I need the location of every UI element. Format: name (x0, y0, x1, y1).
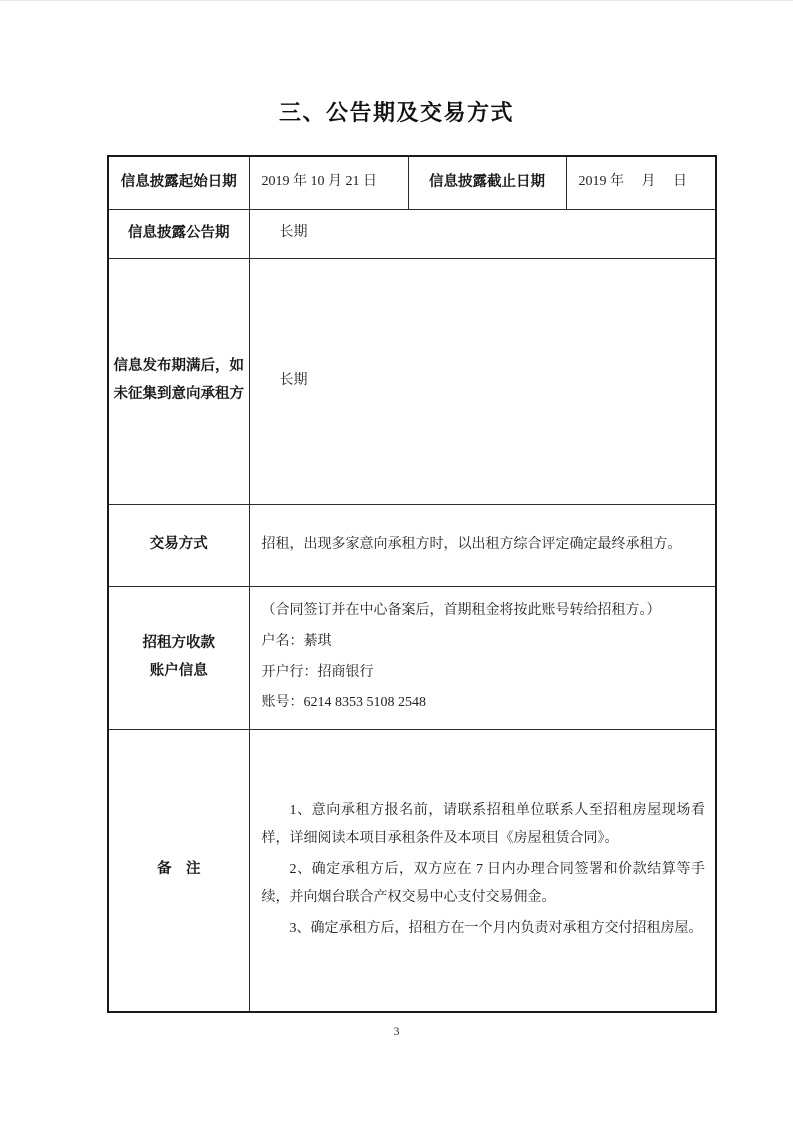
payee-account-value (249, 586, 716, 729)
disclosure-dates-row (108, 156, 716, 209)
payee-account-holder: 户名：綦琪 (261, 633, 332, 649)
disclosure-end-label: 信息披露截止日期 (408, 156, 566, 209)
remarks-row (108, 729, 716, 1012)
after-expiry-label: 信息发布期满后，如未征集到意向承租方 (108, 258, 249, 504)
disclosure-end-value: 2019 年 月 日 (566, 156, 716, 209)
remark-item-2: 2、确定承租方后，双方应在 7 日内办理合同签署和价款结算等手续，并向烟台联合产权交易中心支付交易佣金。 (261, 862, 705, 906)
announcement-period-value: 长期 (249, 209, 716, 258)
remark-item-1: 1、意向承租方报名前，请联系招租单位联系人至招租房屋现场看样，详细阅读本项目承租条件及本项目《房屋租赁合同》。 (261, 803, 705, 847)
remarks-label: 备 注 (108, 729, 249, 1012)
after-expiry-value: 长期 (249, 258, 716, 504)
payee-account-label (108, 586, 249, 729)
payee-account-note: （合同签订并在中心备案后，首期租金将按此账号转给招租方。） (261, 602, 661, 618)
announcement-period-row (108, 209, 716, 258)
remark-item-3: 3、确定承租方后，招租方在一个月内负责对承租方交付招租房屋。 (289, 921, 703, 937)
remarks-value (249, 729, 716, 1012)
transaction-method-row (108, 504, 716, 586)
payee-account-label-line1: 招租方收款 (142, 634, 215, 651)
payee-account-number: 账号：6214 8353 5108 2548 (261, 695, 426, 711)
disclosure-start-label: 信息披露起始日期 (108, 156, 249, 209)
payee-account-row (108, 586, 716, 729)
announcement-period-label: 信息披露公告期 (108, 209, 249, 258)
page-number: 3 (393, 1024, 400, 1038)
after-expiry-row (108, 258, 716, 504)
transaction-method-label: 交易方式 (108, 504, 249, 586)
page-title: 三、公告期及交易方式 (278, 100, 514, 125)
payee-account-label-line2: 账户信息 (149, 662, 208, 679)
payee-account-bank: 开户行：招商银行 (261, 664, 374, 680)
announcement-info-table (107, 155, 717, 1013)
disclosure-start-value: 2019 年 10 月 21 日 (249, 156, 408, 209)
transaction-method-value: 招租，出现多家意向承租方时，以出租方综合评定确定最终承租方。 (249, 504, 716, 586)
